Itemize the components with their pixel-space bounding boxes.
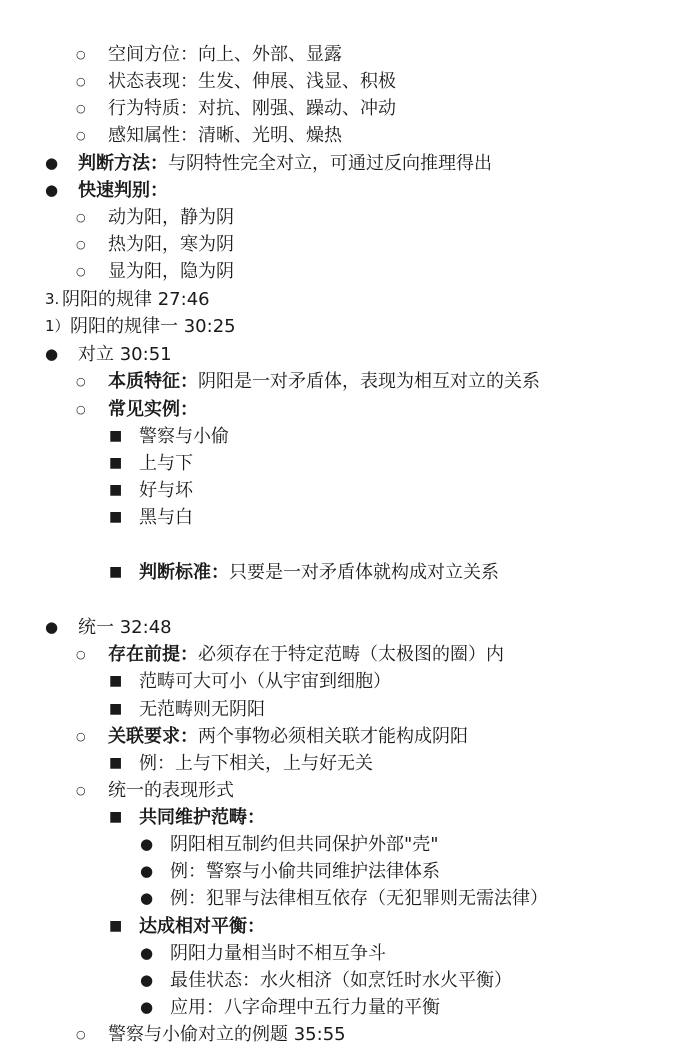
bullet-icon: ● (140, 862, 154, 880)
bullet-icon: ● (45, 618, 59, 636)
bullet-icon: ● (45, 154, 59, 172)
item-heading: 判断方法： (78, 153, 168, 174)
square-bullet-icon: ■ (109, 918, 123, 934)
section-number: 3. (45, 290, 60, 308)
item-heading: 常见实例： (108, 399, 198, 420)
bullet-icon: ● (140, 889, 154, 907)
hollow-bullet-icon: ○ (76, 1028, 86, 1041)
item-heading: 快速判别： (78, 180, 168, 201)
item-heading: 本质特征： (108, 371, 198, 392)
item-heading: 判断标准： (139, 562, 229, 583)
square-bullet-icon: ■ (109, 509, 123, 525)
hollow-bullet-icon: ○ (76, 102, 86, 115)
hollow-bullet-icon: ○ (76, 211, 86, 224)
subsection-number: 1） (45, 317, 70, 335)
bullet-icon: ● (140, 944, 154, 962)
square-bullet-icon: ■ (109, 755, 123, 771)
square-bullet-icon: ■ (109, 564, 123, 580)
bullet-icon: ● (45, 345, 59, 363)
hollow-bullet-icon: ○ (76, 375, 86, 388)
hollow-bullet-icon: ○ (76, 648, 86, 661)
hollow-bullet-icon: ○ (76, 265, 86, 278)
bullet-icon: ● (140, 971, 154, 989)
hollow-bullet-icon: ○ (76, 238, 86, 251)
square-bullet-icon: ■ (109, 482, 123, 498)
item-heading: 共同维护范畴： (139, 807, 265, 828)
hollow-bullet-icon: ○ (76, 48, 86, 61)
item-heading: 达成相对平衡： (139, 916, 265, 937)
item-heading: 存在前提： (108, 644, 198, 665)
bullet-icon: ● (140, 998, 154, 1016)
bullet-icon: ● (140, 835, 154, 853)
square-bullet-icon: ■ (109, 455, 123, 471)
hollow-bullet-icon: ○ (76, 730, 86, 743)
square-bullet-icon: ■ (109, 673, 123, 689)
hollow-bullet-icon: ○ (76, 403, 86, 416)
square-bullet-icon: ■ (109, 809, 123, 825)
hollow-bullet-icon: ○ (76, 75, 86, 88)
item-heading: 关联要求： (108, 726, 198, 747)
hollow-bullet-icon: ○ (76, 784, 86, 797)
square-bullet-icon: ■ (109, 428, 123, 444)
bullet-icon: ● (45, 181, 59, 199)
square-bullet-icon: ■ (109, 701, 123, 717)
hollow-bullet-icon: ○ (76, 129, 86, 142)
